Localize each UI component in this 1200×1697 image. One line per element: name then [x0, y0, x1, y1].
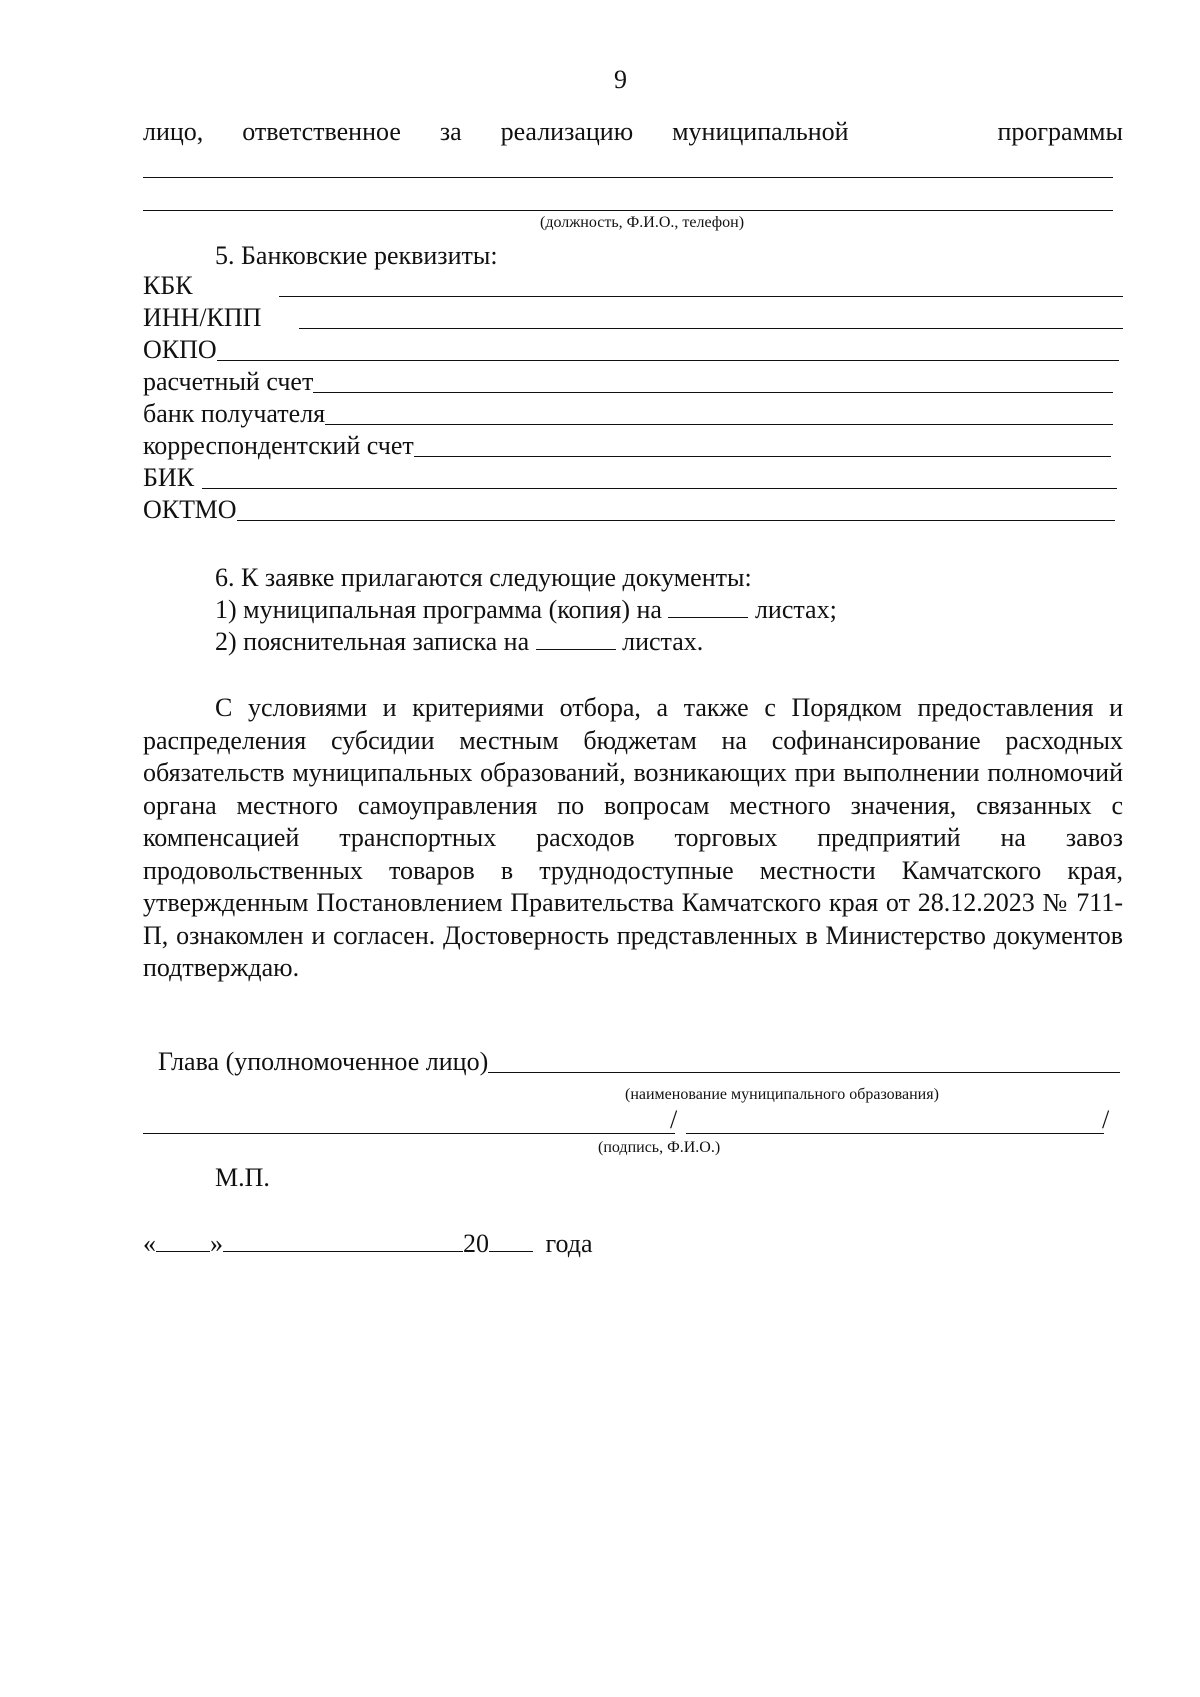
bank-field-blank[interactable]	[299, 328, 1123, 329]
head-caption: (наименование муниципального образования)	[625, 1086, 939, 1103]
bank-field-current-account[interactable]	[143, 366, 1113, 398]
date-month-blank[interactable]	[223, 1229, 463, 1252]
signature-caption: (подпись, Ф.И.О.)	[598, 1139, 721, 1156]
attachment-item-2	[215, 626, 703, 658]
responsible-word: муниципальной	[672, 117, 849, 146]
head-label-row	[158, 1046, 1120, 1078]
bank-field-label: банк получателя	[143, 399, 326, 428]
page-number: 9	[614, 65, 627, 94]
stamp-mark: М.П.	[215, 1163, 270, 1192]
attachments-heading: 6. К заявке прилагаются следующие документы:	[215, 563, 752, 592]
attachment-item-suffix: листах;	[754, 595, 837, 624]
bank-field-label: ИНН/КПП	[143, 303, 262, 332]
bank-field-okpo[interactable]	[143, 334, 1119, 366]
bank-field-bik[interactable]	[143, 462, 1117, 494]
bank-field-label: корреспондентский счет	[143, 431, 414, 460]
responsible-word: программы	[997, 117, 1123, 146]
signature-slash: /	[1102, 1105, 1110, 1134]
date-open-quote: «	[143, 1229, 156, 1258]
bank-heading: 5. Банковские реквизиты:	[215, 241, 498, 270]
bank-field-blank[interactable]	[237, 520, 1115, 521]
bank-field-blank[interactable]	[279, 296, 1123, 297]
bank-field-label: ОКПО	[143, 335, 217, 364]
head-label: Глава (уполномоченное лицо)	[158, 1047, 489, 1076]
bank-field-label: ОКТМО	[143, 495, 237, 524]
bank-field-label: КБК	[143, 271, 193, 300]
date-suffix: года	[545, 1229, 593, 1258]
bank-field-label: БИК	[143, 463, 195, 492]
signature-slash: /	[670, 1105, 678, 1134]
attachment-item-text: 2) пояснительная записка на	[215, 627, 530, 656]
responsible-word: лицо,	[143, 117, 204, 146]
responsible-caption: (должность, Ф.И.О., телефон)	[540, 214, 745, 231]
bank-field-oktmo[interactable]	[143, 494, 1115, 526]
responsible-word: реализацию	[500, 117, 634, 146]
bank-field-blank[interactable]	[202, 488, 1117, 489]
consent-paragraph: С условиями и критериями отбора, а также с Порядком предоставления и распределения субсидии местным бюджетам на софинансирование расходных обязательств муниципальных образований, возникающих при выполнении полномочий органа местного самоуправления по вопросам местного значения, связанных с компенсацией транспортных расходов торговых предприятий на завоз продовольственных товаров в труднодоступные местности Камчатского края, утвержденным Постановлением Правительства Камчатского края от 28.12.2023 № 711-П, ознакомлен и согласен. Достоверность представленных в Министерство документов подтверждаю.	[143, 693, 1123, 982]
sheet-count-blank[interactable]	[668, 595, 748, 618]
date-close-quote: »	[210, 1229, 223, 1258]
bank-field-inn-kpp[interactable]	[143, 302, 1123, 334]
responsible-word: за	[439, 117, 462, 146]
bank-field-recipient-bank[interactable]	[143, 398, 1113, 430]
attachment-item-text: 1) муниципальная программа (копия) на	[215, 595, 662, 624]
responsible-blank-line-1[interactable]	[143, 177, 1113, 178]
sheet-count-blank[interactable]	[536, 627, 616, 650]
bank-field-blank[interactable]	[325, 424, 1113, 425]
date-day-blank[interactable]	[156, 1229, 210, 1252]
responsible-word: ответственное	[242, 117, 401, 146]
bank-field-blank[interactable]	[217, 360, 1119, 361]
date-line	[143, 1228, 593, 1260]
signature-blank[interactable]	[143, 1133, 675, 1134]
date-year-blank[interactable]	[489, 1229, 533, 1252]
bank-field-blank[interactable]	[414, 456, 1111, 457]
bank-field-correspondent-account[interactable]	[143, 430, 1111, 462]
attachment-item-1	[215, 594, 837, 626]
bank-field-blank[interactable]	[313, 392, 1113, 393]
date-year-prefix: 20	[463, 1229, 489, 1258]
attachment-item-suffix: листах.	[622, 627, 704, 656]
full-name-blank[interactable]	[686, 1133, 1104, 1134]
responsible-blank-line-2[interactable]	[143, 210, 1113, 211]
bank-field-label: расчетный счет	[143, 367, 314, 396]
bank-field-kbk[interactable]	[143, 270, 1123, 302]
head-name-blank[interactable]	[488, 1072, 1120, 1073]
responsible-label	[143, 116, 1123, 148]
